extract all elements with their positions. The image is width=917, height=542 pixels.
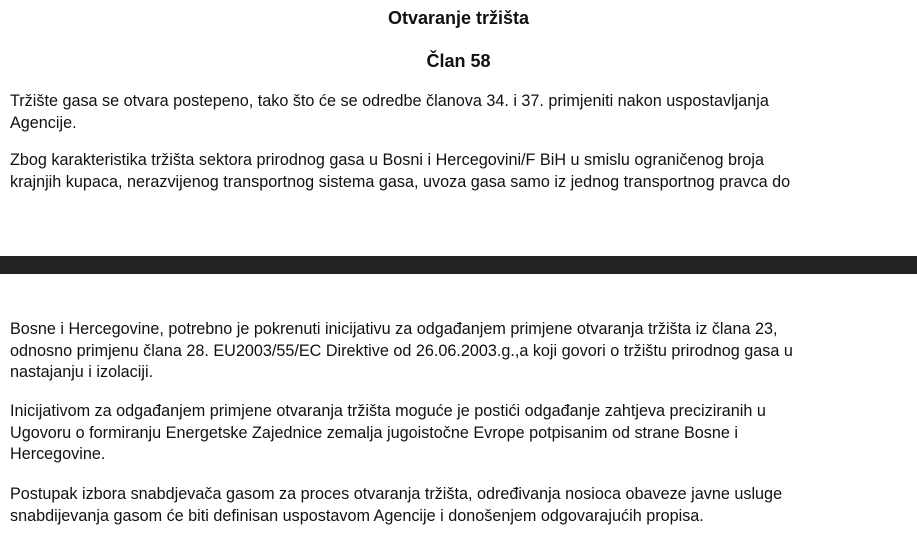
page-break-divider [0,256,917,274]
paragraph-2 [10,150,910,193]
paragraph-1 [10,91,910,134]
paragraph-line: Ugovoru o formiranju Energetske Zajednice zemalja jugoistočne Evrope potpisanim od strane Bosne i [10,423,738,442]
paragraph-line: Tržište gasa se otvara postepeno, tako što će se odredbe članova 34. i 37. primjeniti nakon uspostavljanja [10,92,769,110]
article-heading: Član 58 [426,51,491,71]
paragraph-line: Agencije. [10,113,77,132]
paragraph-line: krajnjih kupaca, nerazvijenog transportnog sistema gasa, uvoza gasa samo iz jednog transportnog pravca do [10,172,791,191]
paragraph-line: Hercegovine. [10,445,106,463]
paragraph-line: odnosno primjenu člana 28. EU2003/55/EC Direktive od 26.06.2003.g.,a koji govori o tržištu prirodnog gasa u [10,341,793,360]
paragraph-line: Postupak izbora snabdjevača gasom za proces otvaranja tržišta, određivanja nosioca obaveze javne usluge [10,485,783,503]
paragraph-3 [10,319,910,384]
paragraph-line: nastajanju i izolaciji. [10,363,154,381]
paragraph-5 [10,484,910,527]
paragraph-line: Bosne i Hercegovine, potrebno je pokrenuti inicijativu za odgađanjem primjene otvaranja tržišta iz člana 23, [10,320,778,338]
section-heading: Otvaranje tržišta [387,8,530,28]
paragraph-line: Zbog karakteristika tržišta sektora prirodnog gasa u Bosni i Hercegovini/F BiH u smislu ograničenog broja [10,151,764,169]
paragraph-line: snabdijevanja gasom će biti definisan uspostavom Agencije i donošenjem odgovarajućih propisa. [10,506,704,525]
paragraph-4 [10,401,910,466]
paragraph-line: Inicijativom za odgađanjem primjene otvaranja tržišta moguće je postići odgađanje zahtjeva preciziranih u [10,402,766,420]
